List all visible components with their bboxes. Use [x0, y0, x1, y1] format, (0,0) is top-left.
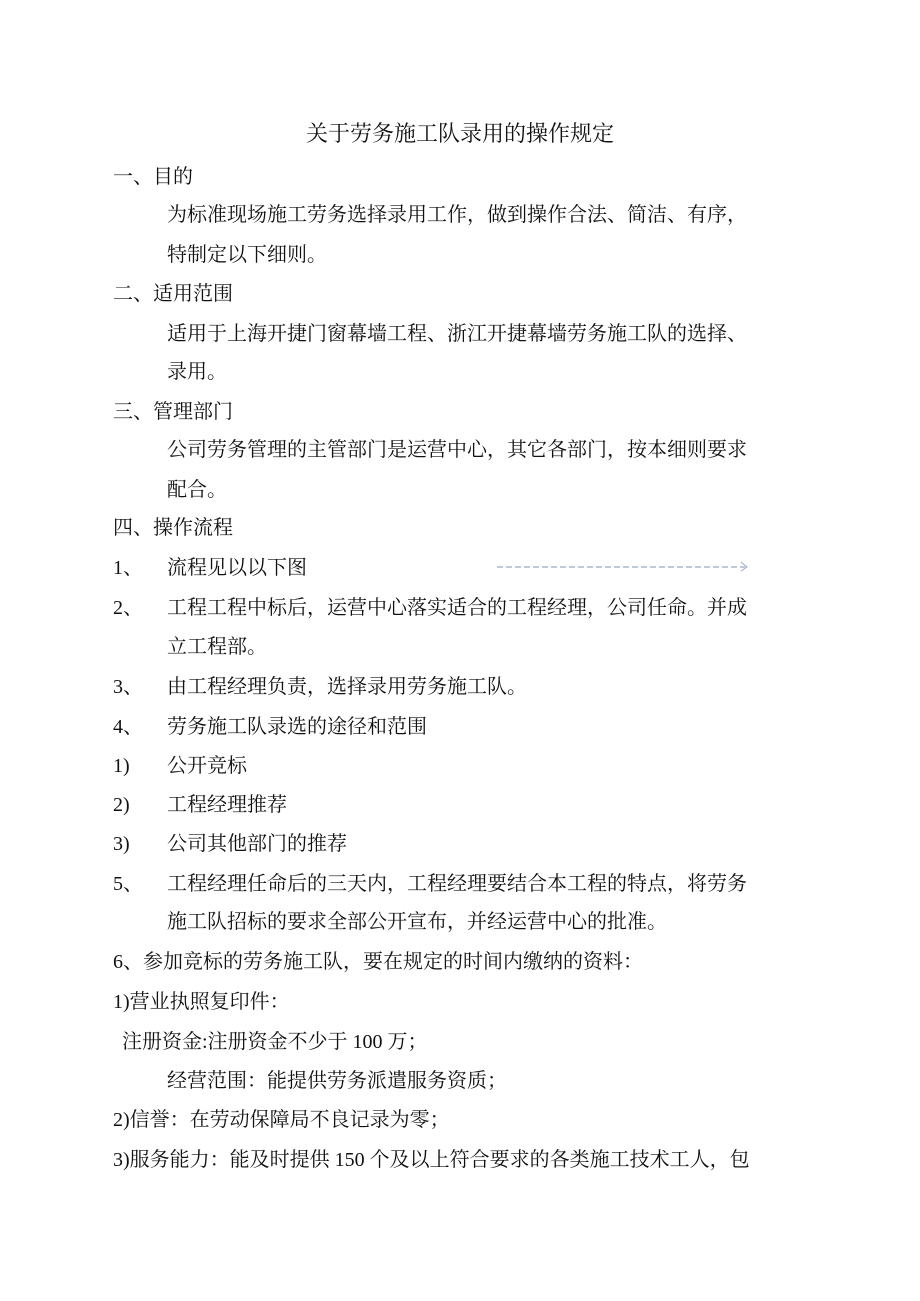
item-number: 4、 [113, 716, 143, 738]
paragraph: 经营范围：能提供劳务派遣服务资质； [167, 1070, 507, 1092]
paragraph: 适用于上海开捷门窗幕墙工程、浙江开捷幕墙劳务施工队的选择、 [167, 323, 747, 345]
paragraph: 注册资金:注册资金不少于 100 万； [122, 1031, 428, 1053]
paragraph: 特制定以下细则。 [167, 244, 327, 266]
item-text: 流程见以以下图 [167, 557, 307, 579]
item-text: 工程经理推荐 [167, 794, 287, 816]
item-text-continued: 立工程部。 [167, 636, 267, 658]
paragraph: 6、参加竞标的劳务施工队，要在规定的时间内缴纳的资料： [113, 951, 643, 973]
item-text: 由工程经理负责，选择录用劳务施工队。 [167, 676, 527, 698]
paragraph: 公司劳务管理的主管部门是运营中心，其它各部门，按本细则要求 [167, 439, 747, 461]
item-text: 公开竞标 [167, 755, 247, 777]
section-heading: 三、管理部门 [113, 401, 233, 423]
item-number: 5、 [113, 873, 143, 895]
item-number: 3) [113, 833, 130, 855]
item-number: 2) [113, 794, 130, 816]
paragraph: 为标准现场施工劳务选择录用工作，做到操作合法、简洁、有序， [167, 204, 747, 226]
document-title: 关于劳务施工队录用的操作规定 [305, 121, 614, 146]
item-number: 3、 [113, 676, 143, 698]
paragraph: 1)营业执照复印件： [113, 991, 290, 1013]
item-text: 劳务施工队录选的途径和范围 [167, 716, 427, 738]
item-text: 工程工程中标后，运营中心落实适合的工程经理，公司任命。并成 [167, 597, 747, 619]
item-text: 公司其他部门的推荐 [167, 833, 347, 855]
paragraph: 2)信誉：在劳动保障局不良记录为零； [113, 1109, 450, 1131]
section-heading: 四、操作流程 [113, 517, 233, 539]
item-number: 2、 [113, 597, 143, 619]
paragraph: 3)服务能力：能及时提供 150 个及以上符合要求的各类施工技术工人，包 [113, 1149, 750, 1171]
item-text-continued: 施工队招标的要求全部公开宣布，并经运营中心的批准。 [167, 911, 667, 933]
section-heading: 一、目的 [113, 166, 193, 188]
dashed-arrow-icon [497, 560, 749, 572]
item-number: 1) [113, 755, 130, 777]
item-text: 工程经理任命后的三天内，工程经理要结合本工程的特点，将劳务 [167, 873, 747, 895]
section-heading: 二、适用范围 [113, 283, 233, 305]
item-number: 1、 [113, 557, 143, 579]
paragraph: 录用。 [167, 361, 227, 383]
paragraph: 配合。 [167, 479, 227, 501]
